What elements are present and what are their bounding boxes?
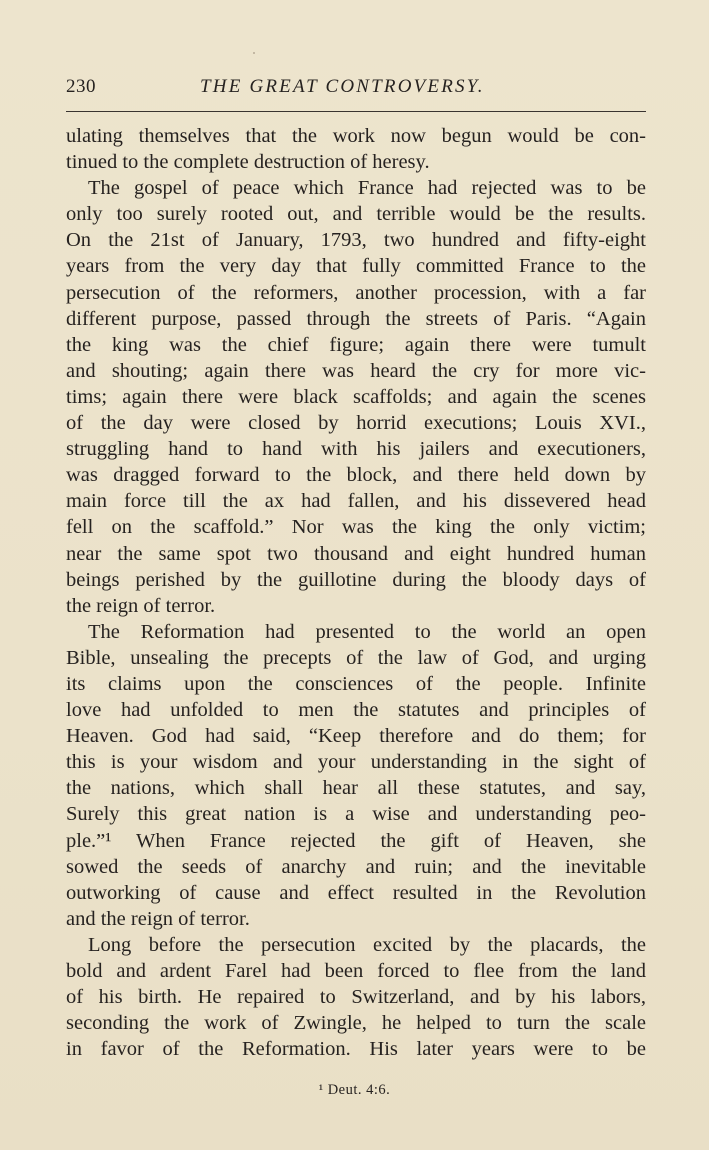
text-line: the king was the chief figure; again there were tumult: [66, 333, 646, 356]
text-line: love had unfolded to men the statutes and principles of: [66, 699, 646, 722]
text-line: tinued to the complete destruction of heresy.: [66, 151, 430, 174]
text-line: persecution of the reformers, another procession, with a far: [66, 281, 646, 304]
text-line: only too surely rooted out, and terrible would be the results.: [66, 203, 646, 226]
text-line: beings perished by the guillotine during the bloody days of: [66, 568, 646, 591]
text-line: years from the very day that fully committed France to the: [66, 255, 646, 278]
text-line: near the same spot two thousand and eight hundred human: [66, 542, 646, 565]
text-line: The Reformation had presented to the world an open: [88, 620, 646, 643]
text-line: fell on the scaffold.” Nor was the king the only victim;: [66, 516, 646, 539]
text-line: was dragged forward to the block, and there held down by: [66, 464, 646, 487]
paper-speck: [253, 52, 255, 54]
text-line: its claims upon the consciences of the people. Infinite: [66, 672, 646, 695]
text-line: seconding the work of Zwingle, he helped to turn the scale: [66, 1012, 646, 1035]
text-line: the nations, which shall hear all these statutes, and say,: [66, 777, 646, 800]
text-line: Heaven. God had said, “Keep therefore and do them; for: [66, 725, 646, 748]
text-line: On the 21st of January, 1793, two hundred and fifty-eight: [66, 229, 646, 252]
text-line: The gospel of peace which France had rejected was to be: [88, 177, 646, 200]
text-line: Long before the persecution excited by the placards, the: [88, 933, 646, 956]
text-line: sowed the seeds of anarchy and ruin; and the inevitable: [66, 855, 646, 878]
text-line: bold and ardent Farel had been forced to flee from the land: [66, 960, 646, 982]
text-line: of the day were closed by horrid executions; Louis XVI.,: [66, 412, 646, 435]
text-line: and shouting; again there was heard the cry for more vic-: [66, 359, 646, 382]
page-number: 230: [66, 76, 96, 97]
text-line: Bible, unsealing the precepts of the law of God, and urging: [66, 646, 646, 669]
text-line: this is your wisdom and your understanding in the sight of: [66, 751, 646, 774]
text-line: of his birth. He repaired to Switzerland, and by his labors,: [66, 986, 646, 1009]
text-line: main force till the ax had fallen, and his dissevered head: [66, 490, 646, 513]
text-line: ulating themselves that the work now begun would be con-: [66, 125, 646, 147]
body-text: [66, 123, 646, 1062]
text-line: outworking of cause and effect resulted in the Revolution: [66, 881, 646, 904]
page-header: [66, 76, 646, 100]
text-line: different purpose, passed through the streets of Paris. “Again: [66, 307, 646, 330]
running-title: THE GREAT CONTROVERSY.: [200, 76, 485, 97]
text-line: in favor of the Reformation. His later years were to be: [66, 1038, 646, 1061]
text-line: Surely this great nation is a wise and understanding peo-: [66, 803, 646, 826]
text-line: tims; again there were black scaffolds; and again the scenes: [66, 385, 646, 408]
text-line: struggling hand to hand with his jailers and executioners,: [66, 438, 646, 461]
footnote: ¹ Deut. 4:6.: [318, 1082, 391, 1098]
text-line: and the reign of terror.: [66, 907, 250, 930]
text-line: ple.”¹ When France rejected the gift of Heaven, she: [66, 829, 646, 852]
text-line: the reign of terror.: [66, 594, 216, 617]
header-rule: [66, 111, 646, 112]
